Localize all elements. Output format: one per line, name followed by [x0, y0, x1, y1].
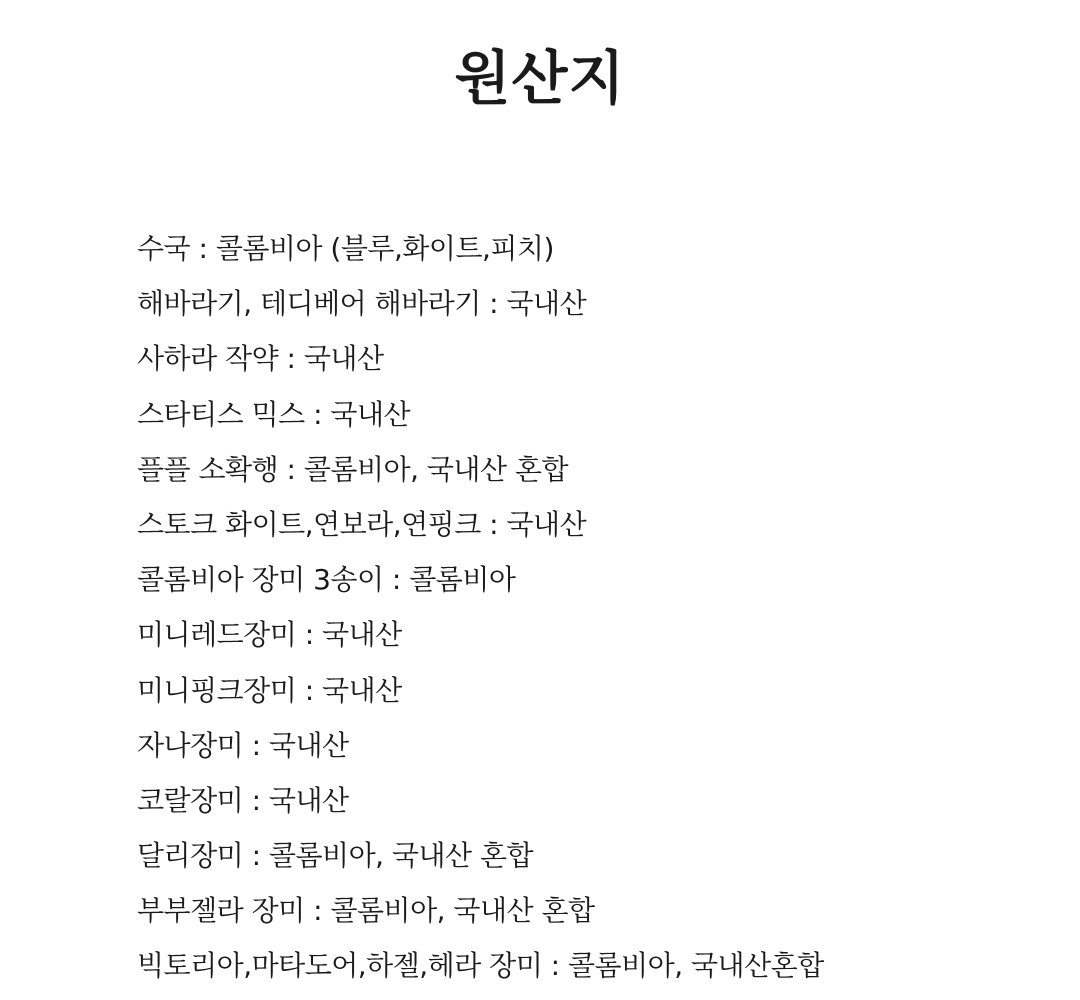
list-item: 스타티스 믹스 : 국내산: [137, 397, 411, 431]
origin-list: [137, 221, 824, 994]
list-item: 플플 소확행 : 콜롬비아, 국내산 혼합: [137, 452, 569, 486]
list-item: 콜롬비아 장미 3송이 : 콜롬비아: [137, 563, 516, 597]
list-item: 수국 : 콜롬비아 (블루,화이트,피치): [137, 232, 554, 265]
list-item: 달리장미 : 콜롬비아, 국내산 혼합: [137, 839, 534, 873]
list-item: 코랄장미 : 국내산: [137, 783, 349, 817]
list-item: 미니핑크장미 : 국내산: [137, 673, 402, 707]
page-title: 원산지: [454, 44, 626, 112]
list-item: 부부젤라 장미 : 콜롬비아, 국내산 혼합: [137, 894, 595, 928]
list-item: 빅토리아,마타도어,하젤,헤라 장미 : 콜롬비아, 국내산혼합: [137, 949, 824, 983]
list-item: 자나장미 : 국내산: [137, 728, 349, 762]
list-item: 스토크 화이트,연보라,연핑크 : 국내산: [137, 507, 587, 541]
list-item: 사하라 작약 : 국내산: [137, 342, 384, 376]
list-item: 미니레드장미 : 국내산: [137, 618, 402, 652]
list-item: 해바라기, 테디베어 해바라기 : 국내산: [137, 287, 587, 321]
